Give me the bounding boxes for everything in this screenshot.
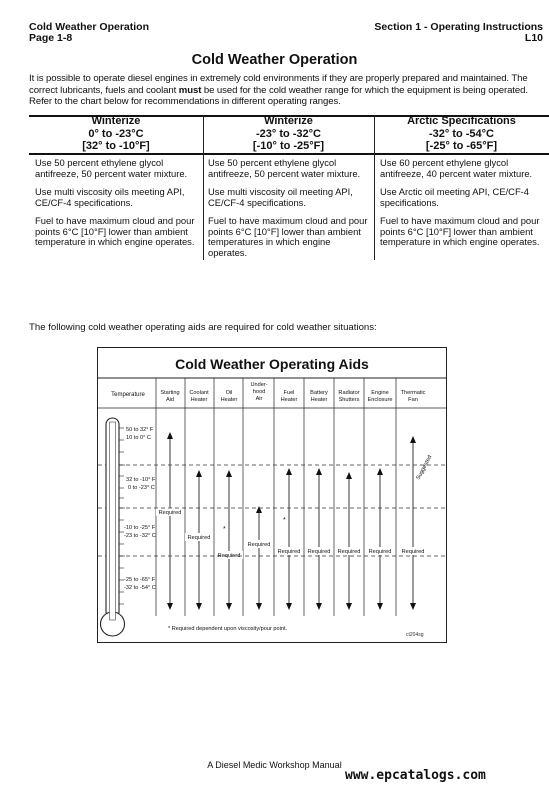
spec-item: Use multi viscosity oils meeting API, CE/CF-4 specifications.	[35, 186, 185, 208]
page-footer: A Diesel Medic Workshop Manual	[207, 760, 342, 770]
arrow-up-icon	[196, 470, 202, 477]
table-header-rule	[29, 153, 549, 155]
arrow-down-icon	[226, 603, 232, 610]
aid-requirement	[366, 468, 394, 610]
aid-required-label: Required	[277, 549, 301, 555]
column-range-celsius: -23° to -32°C	[255, 127, 322, 140]
intro-text-end: be used for the cold weather range for which the equipment is being operated. Refer to the chart below for recommendations in different operating ranges.	[29, 84, 528, 107]
column-header	[29, 115, 203, 153]
suggested-label: Suggested	[415, 454, 434, 481]
range-label-celsius: 10 to 0° C	[126, 435, 151, 441]
aid-requirement	[156, 432, 184, 610]
column-body	[35, 158, 197, 256]
column-title: Winterize	[264, 115, 313, 127]
range-label-fahrenheit: 50 to 32° F	[126, 427, 154, 433]
aid-required-label: Required	[217, 553, 241, 559]
column-body	[380, 158, 542, 256]
asterisk-mark: *	[223, 526, 226, 533]
spec-item: Use Arctic oil meeting API, CE/CF-4 specifications.	[380, 186, 530, 208]
aid-required-label: Required	[337, 549, 361, 555]
operating-aids-diagram	[98, 348, 446, 642]
spec-item: Use 60 percent ethylene glycol antifreeze, 40 percent water mixture.	[380, 157, 533, 179]
arrow-down-icon	[167, 603, 173, 610]
arrow-down-icon	[316, 603, 322, 610]
aid-requirement	[245, 506, 273, 610]
spec-item: Fuel to have maximum cloud and pour points 6°C [10°F] lower than ambient temperatures in which engine operates.	[208, 215, 368, 258]
aid-required-label: Required	[307, 549, 331, 555]
asterisk-mark: *	[283, 517, 286, 524]
aid-column-header: Coolant Heater	[189, 390, 209, 403]
aid-column-header: Radiator Shutters	[338, 390, 360, 403]
aid-requirement	[185, 470, 213, 610]
range-label-celsius: -23 to -32° C	[124, 533, 156, 539]
figure-title: Cold Weather Operating Aids	[175, 356, 369, 372]
aid-column-header: Engine Enclosure	[367, 390, 393, 403]
arrow-up-icon	[410, 436, 416, 443]
page-header-right	[374, 22, 543, 44]
aid-columns	[156, 432, 433, 610]
intro-paragraph	[29, 73, 549, 108]
spec-item: Fuel to have maximum cloud and pour points 6°C [10°F] lower than ambient temperature in which engine operates.	[35, 215, 195, 247]
column-body	[208, 158, 370, 266]
header-model: L10	[524, 32, 543, 44]
aid-required-label: Required	[187, 535, 211, 541]
column-range-fahrenheit: [-25° to -65°F]	[425, 140, 498, 152]
aid-column-header: Battery Heater	[310, 390, 328, 403]
spec-item: Use 50 percent ethylene glycol antifreeze, 50 percent water mixture.	[208, 157, 361, 179]
arrow-up-icon	[256, 506, 262, 513]
aid-required-label: Required	[401, 549, 425, 555]
aid-column-header: Under-hood Air	[250, 382, 268, 402]
arrow-down-icon	[410, 603, 416, 610]
arrow-down-icon	[196, 603, 202, 610]
arrow-up-icon	[377, 468, 383, 475]
column-range-fahrenheit: [32° to -10°F]	[82, 140, 150, 152]
aid-column-header: Starting Aid	[160, 390, 180, 403]
spec-item: Use multi viscosity oil meeting API, CE/CF-4 specifications.	[208, 186, 353, 208]
intro-text-start: It is possible to operate diesel engines in extremely cold environments if they are properly prepared and maintained. The correct lubricants, fuels and coolant	[29, 73, 528, 96]
aid-column-headers	[156, 378, 426, 616]
aid-column-header: Oil Heater	[220, 390, 238, 403]
arrow-up-icon	[286, 468, 292, 475]
arrow-up-icon	[226, 470, 232, 477]
range-label-fahrenheit: -25 to -65° F	[124, 577, 156, 583]
thermometer-icon	[101, 418, 126, 636]
range-label-fahrenheit: -10 to -25° F	[124, 525, 156, 531]
aid-requirement	[399, 436, 427, 610]
arrow-down-icon	[377, 603, 383, 610]
aid-column-header: Thermatic Fan	[400, 390, 426, 403]
figure-footnote: * Required dependent upon viscosity/pour point.	[168, 626, 288, 632]
column-range-celsius: 0° to -23°C	[88, 127, 144, 140]
column-header	[203, 115, 374, 153]
aid-requirement	[215, 470, 243, 610]
arrow-up-icon	[316, 468, 322, 475]
aid-required-label: Required	[247, 542, 271, 548]
column-header	[374, 115, 549, 153]
column-title: Winterize	[91, 115, 141, 127]
column-range-fahrenheit: [-10° to -25°F]	[252, 140, 325, 152]
intro-emphasis: must	[178, 84, 202, 96]
aids-intro: The following cold weather operating aids are required for cold weather situations:	[29, 322, 377, 333]
figure-code: ct204sg	[406, 632, 424, 638]
aid-requirement	[335, 472, 363, 610]
arrow-down-icon	[346, 603, 352, 610]
arrow-down-icon	[286, 603, 292, 610]
range-label-celsius: 0 to -23° C	[128, 485, 155, 491]
header-title: Cold Weather Operation	[29, 21, 149, 33]
watermark: www.epcatalogs.com	[345, 768, 486, 783]
spec-item: Fuel to have maximum cloud and pour points 6°C [10°F] lower than ambient temperature in which engine operates.	[380, 215, 540, 247]
range-label-celsius: -32 to -54° C	[124, 585, 156, 591]
column-title: Arctic Specifications	[407, 115, 516, 127]
spec-item: Use 50 percent ethylene glycol antifreeze, 50 percent water mixture.	[35, 157, 188, 179]
arrow-down-icon	[256, 603, 262, 610]
aid-requirement	[275, 468, 303, 610]
page-title: Cold Weather Operation	[191, 52, 358, 68]
page-header-left	[29, 22, 149, 44]
range-label-fahrenheit: 32 to -10° F	[126, 477, 156, 483]
operating-aids-figure	[97, 347, 447, 643]
temperature-column-header: Temperature	[111, 392, 145, 398]
arrow-up-icon	[346, 472, 352, 479]
header-section: Section 1 - Operating Instructions	[374, 21, 543, 33]
aid-requirement	[305, 468, 333, 610]
arrow-up-icon	[167, 432, 173, 439]
header-page-number: Page 1-8	[29, 32, 73, 44]
aid-required-label: Required	[368, 549, 392, 555]
aid-required-label: Required	[158, 510, 182, 516]
aid-column-header: Fuel Heater	[280, 390, 298, 403]
column-range-celsius: -32° to -54°C	[428, 127, 495, 140]
